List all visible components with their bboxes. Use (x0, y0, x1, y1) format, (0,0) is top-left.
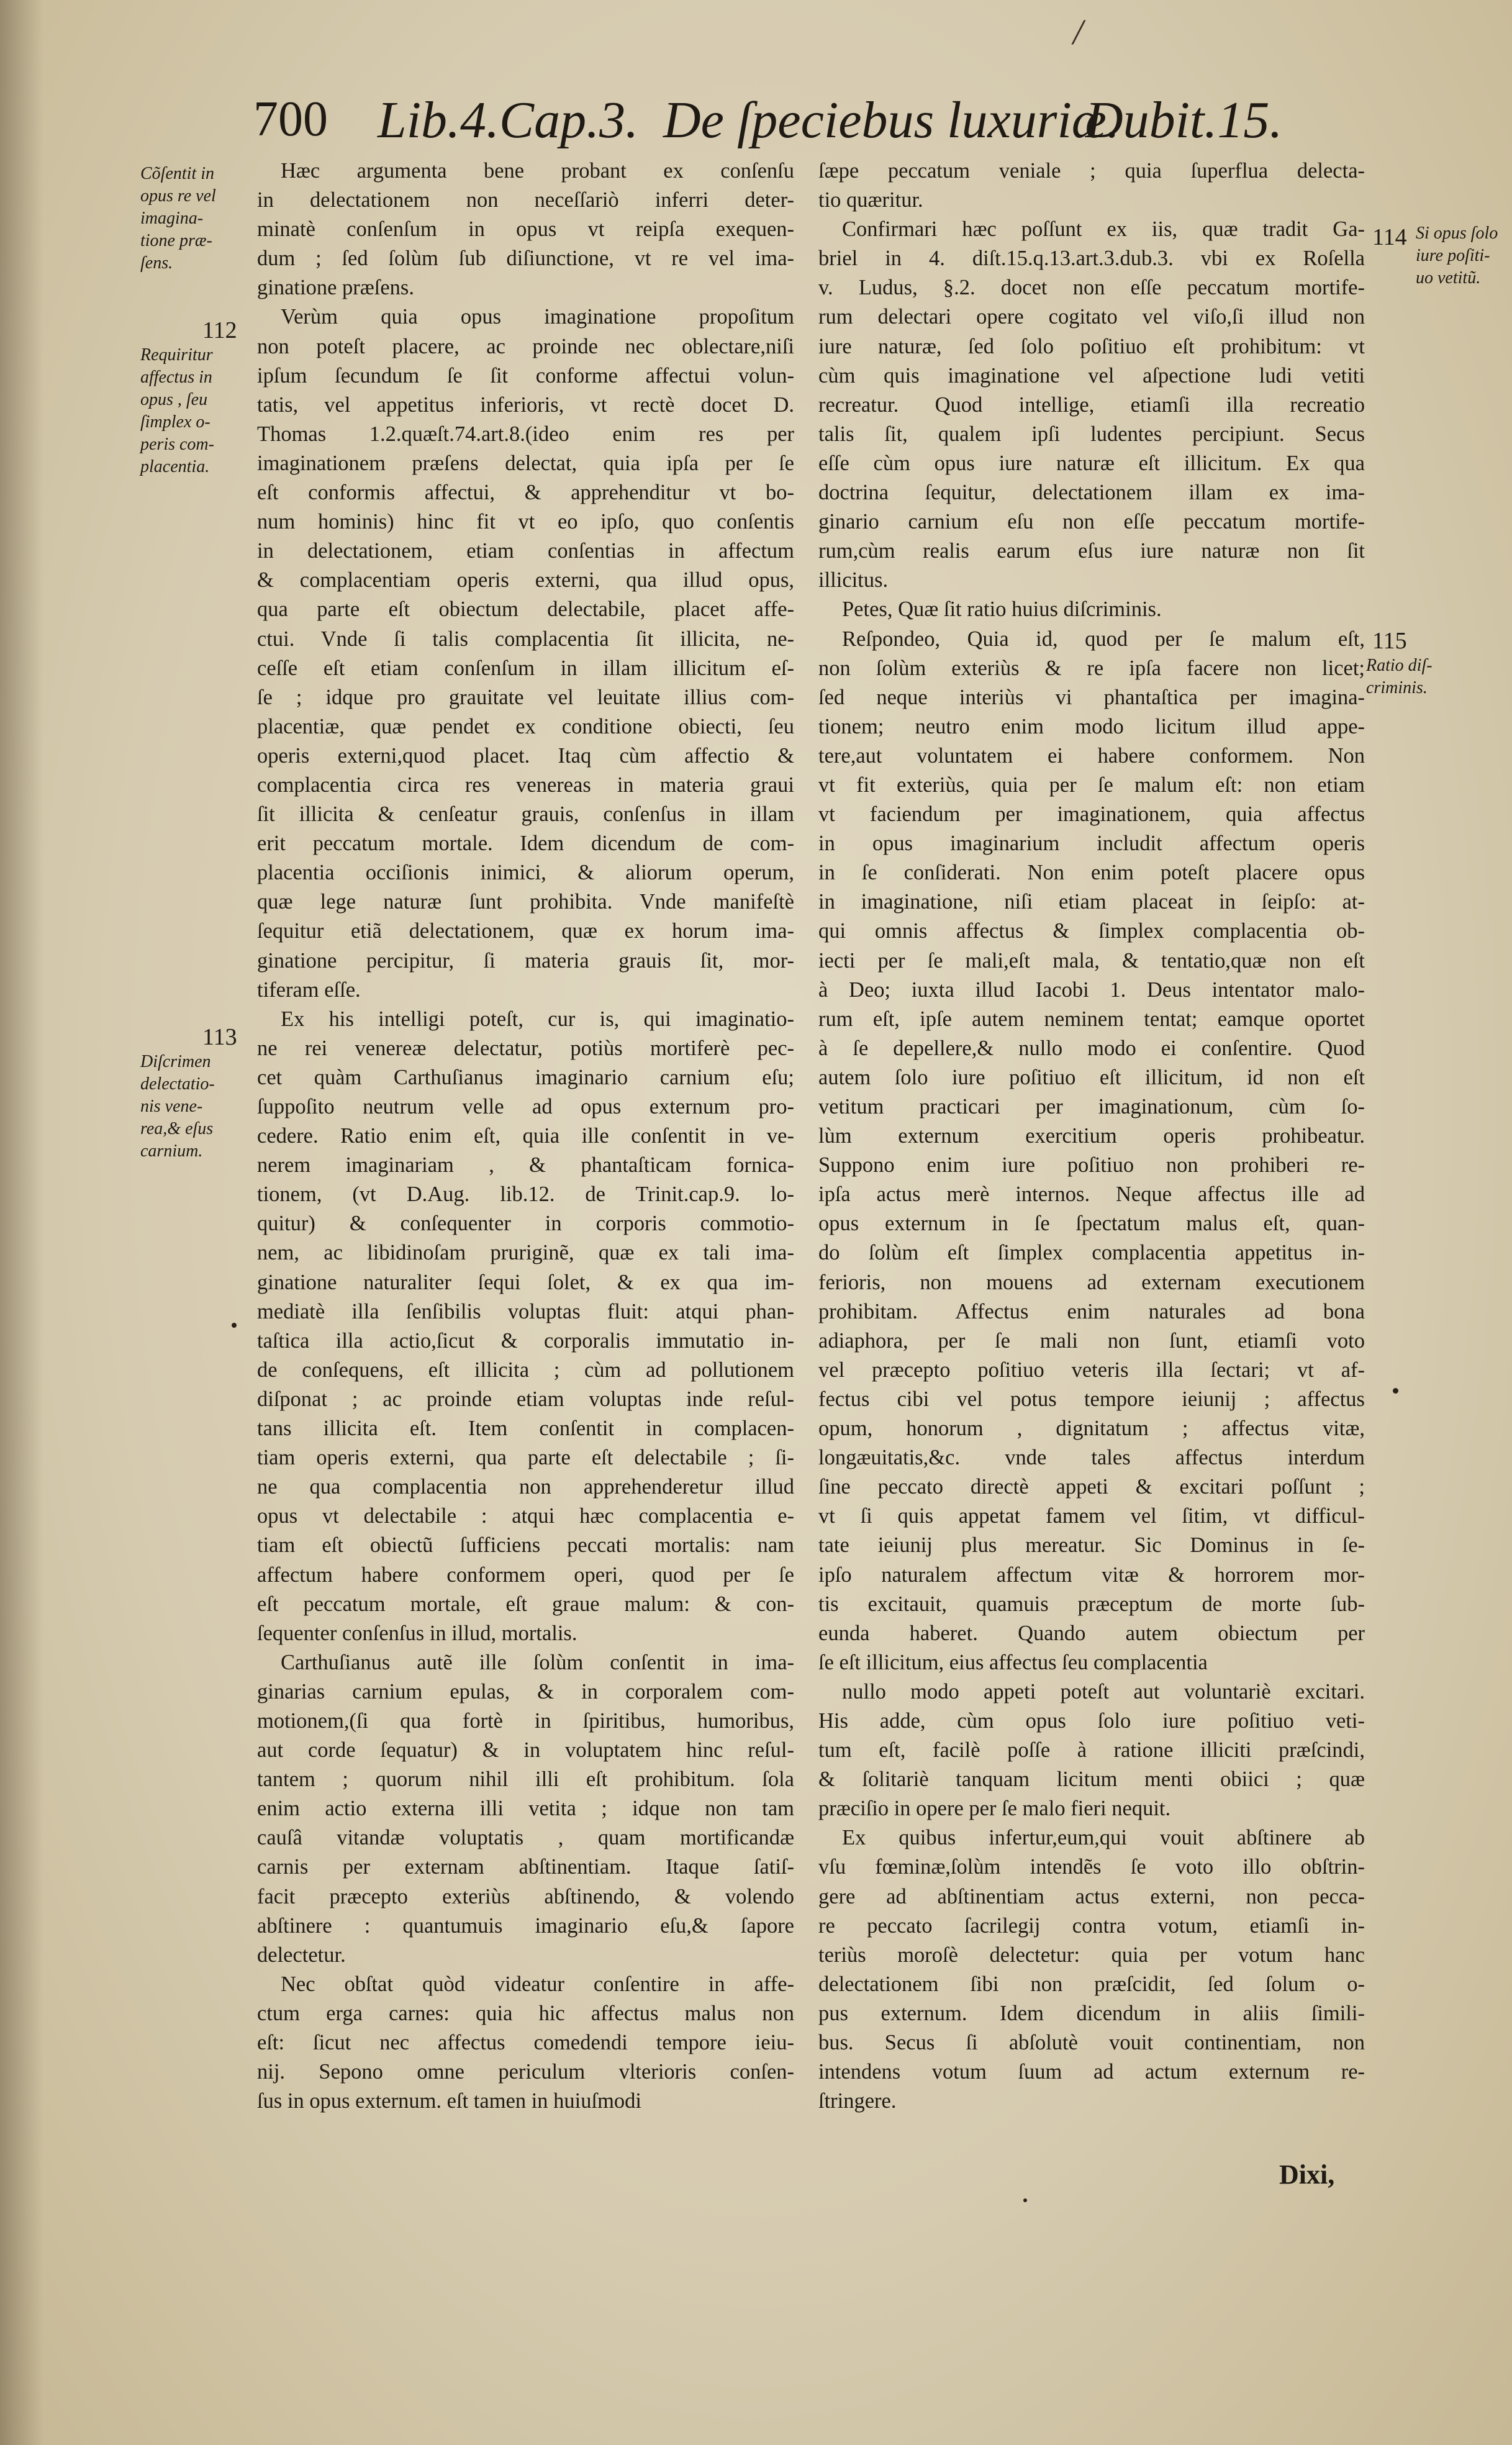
text-line: briel in 4. diſt.15.q.13.art.3.dub.3. vbi ex Roſella (818, 247, 1365, 271)
text-line: carnis per externam abſtinentiam. Itaque ſatiſ- (257, 1855, 794, 1879)
text-line: talis ſit, qualem ipſi ludentes percipiunt. Secus (818, 422, 1365, 446)
text-line: vt ſi quis appetat famem vel ſitim, vt difficul- (818, 1504, 1365, 1528)
text-line: motionem,(ſi qua fortè in ſpiritibus, humoribus, (257, 1708, 794, 1733)
text-line: nerem imaginariam , & phantaſticam fornica- (257, 1153, 794, 1177)
text-line: eunda haberet. Quando autem obiectum per (818, 1621, 1365, 1645)
text-line: vetitum practicari per imaginationum, cùm ſo- (818, 1095, 1365, 1118)
text-line: opus externum in ſe ſpectatum malus eſt, quan- (818, 1212, 1365, 1236)
text-line: ctum erga carnes: quia hic affectus malus non (257, 2001, 794, 2025)
text-line: Petes, Quæ ſit ratio huius diſcriminis. (842, 597, 1162, 622)
page-number: 700 (253, 92, 328, 147)
text-line: tatis, vel appetitus inferioris, vt rectè docet D. (257, 392, 794, 417)
text-line: qua parte eſt obiectum delectabile, placet affe- (257, 597, 794, 622)
text-line: longæuitatis,&c. vnde tales affectus interdum (818, 1446, 1365, 1470)
text-line: rum eſt, ipſe autem neminem tentat; eamque oportet (818, 1007, 1365, 1031)
text-line: qui omnis affectus & ſimplex complacentia ob- (818, 919, 1365, 943)
text-line: ne qua complacentia non apprehenderetur illud (257, 1475, 794, 1499)
text-line: ferioris, non mouens ad externam executionem (818, 1270, 1365, 1294)
text-line: taſtica illa actio,ſicut & corporalis immutatio in- (257, 1328, 794, 1353)
text-line: v. Ludus, §.2. docet non eſſe peccatum mortife- (818, 276, 1365, 300)
text-line: & ſolitariè tanquam licitum menti obiici ; quæ (818, 1767, 1365, 1792)
text-line: ſed neque interiùs vi phantaſtica per imagina- (818, 685, 1365, 709)
text-line: adiaphora, per ſe mali non ſunt, etiamſi voto (818, 1328, 1365, 1353)
text-line: in ſe conſiderati. Non enim poteſt placere opus (818, 861, 1365, 885)
text-line: rum,cùm realis earum eſus iure naturæ non ſit (818, 539, 1365, 563)
text-line: iure naturæ, ſed ſolo poſitiuo eſt prohibitum: vt (818, 334, 1365, 358)
text-line: ipſo naturalem affectum vitæ & horrorem mor- (818, 1563, 1365, 1587)
ink-spot (232, 1323, 237, 1328)
text-line: illicitus. (818, 568, 889, 592)
text-line: tere,aut voluntatem ei habere conformem. Non (818, 743, 1365, 768)
text-line: Thomas 1.2.quæſt.74.art.8.(ideo enim res per (257, 422, 794, 446)
text-line: tionem, (vt D.Aug. lib.12. de Trinit.cap.9. lo- (257, 1182, 794, 1207)
text-line: Confirmari hæc poſſunt ex iis, quæ tradit Ga- (842, 217, 1365, 242)
text-line: tum eſt, facilè poſſe à ratione illiciti præſcindi, (818, 1738, 1365, 1762)
text-line: vel præcepto poſitiuo veteris illa ſectari; vt af- (818, 1358, 1365, 1382)
text-line: quæ lege naturæ ſunt prohibita. Vnde manifeſtè (257, 890, 794, 914)
text-line: eſt conformis affectui, & apprehenditur vt bo- (257, 481, 794, 505)
text-line: ctui. Vnde ſi talis complacentia ſit illicita, ne- (257, 627, 794, 651)
text-line: num hominis) hinc fit vt eo ipſo, quo conſentis (257, 510, 794, 534)
text-line: aut corde ſequatur) & in voluptatem hinc reſul- (257, 1738, 794, 1762)
text-line: ſus in opus externum. eſt tamen in huiuſmodi (257, 2089, 642, 2113)
text-line: Nec obſtat quòd videatur conſentire in affe- (281, 1972, 794, 1996)
text-line: lùm externum exercitium operis prohibeatur. (818, 1124, 1365, 1148)
text-line: rum delectari opere cogitato vel viſo,ſi illud non (818, 305, 1365, 329)
text-line: Verùm quia opus imaginatione propoſitum (281, 305, 794, 329)
text-line: doctrina ſequitur, delectationem illam ex ima- (818, 481, 1365, 505)
text-line: recreatur. Quod intellige, etiamſi illa recreatio (818, 392, 1365, 417)
text-line: ſequenter conſenſus in illud, mortalis. (257, 1621, 577, 1645)
text-line: operis externi,quod placet. Itaq cùm affectio & (257, 743, 794, 768)
running-head (253, 84, 1309, 152)
text-line: in opus imaginarium includit affectum operis (818, 832, 1365, 856)
text-line: ſæpe peccatum veniale ; quia ſuperflua delecta- (818, 159, 1365, 183)
text-line: ginatione naturaliter ſequi ſolet, & ex qua im- (257, 1270, 794, 1294)
text-line: Ex quibus infertur,eum,qui vouit abſtinere ab (842, 1826, 1365, 1850)
text-line: vſu fœminæ,ſolùm intendẽs ſe voto illo obſtrin- (818, 1855, 1365, 1879)
text-line: à Deo; iuxta illud Iacobi 1. Deus intentator malo- (818, 978, 1365, 1002)
text-line: tionem; neutro enim modo licitum illud appe- (818, 714, 1365, 738)
text-line: delectationem ſibi non præſcidit, ſed ſolum o- (818, 1972, 1365, 1996)
margin-note-consentit: Cõſentit in opus re vel imagina- tione præ- ſens. (140, 164, 216, 273)
text-line: intendens votum ſuum ad actum externum re- (818, 2060, 1365, 2084)
text-line: teriùs moroſè delectetur: quia per votum hanc (818, 1943, 1365, 1967)
text-line: non poteſt placere, ac proinde nec oblectare,niſi (257, 334, 794, 358)
text-line: re peccato ſacrilegij contra votum, etiamſi in- (818, 1913, 1365, 1938)
text-line: facit præcepto exteriùs abſtinendo, & volendo (257, 1884, 794, 1908)
text-line: fectus cibi vel potus tempore ieiunij ; affectus (818, 1387, 1365, 1411)
text-line: prohibitam. Affectus enim naturales ad bona (818, 1299, 1365, 1323)
text-line: ipſum ſecundum ſe ſit conforme affectui volun- (257, 363, 794, 388)
margin-note-113: 113 Diſcrimen delectatio- nis vene- rea,& eſus carnium. (140, 1024, 237, 1161)
ink-spot (1393, 1388, 1398, 1394)
text-line: non ſolùm exteriùs & re ipſa facere non licet; (818, 656, 1365, 680)
text-line: erit peccatum mortale. Idem dicendum de com- (257, 832, 794, 856)
margin-note-114: 114 Si opus ſolo iure poſiti- uo vetitũ. (1372, 224, 1498, 288)
text-line: nullo modo appeti poteſt aut voluntariè excitari. (842, 1679, 1365, 1703)
text-line: tate ieiunij plus mereatur. Sic Dominus in ſe- (818, 1533, 1365, 1558)
text-line: iecti per ſe mali,eſt mala, & tentatio,quæ non eſt (818, 948, 1365, 973)
text-line: ne rei venereæ delectatur, potiùs mortiferè pec- (257, 1036, 794, 1060)
text-line: in imaginatione, niſi etiam placeat in ſeipſo: at- (818, 890, 1365, 914)
text-line: Hæc argumenta bene probant ex conſenſu (281, 159, 794, 183)
text-line: tiferam eſſe. (257, 978, 361, 1002)
text-line: tantem ; quorum nihil illi eſt prohibitum. ſola (257, 1767, 794, 1792)
text-line: ſe eſt illicitum, eius affectus ſeu complacentia (818, 1650, 1208, 1674)
text-line: ceſſe eſt etiam conſenſum in illam illicitum eſ- (257, 656, 794, 680)
text-line: ginatione percipitur, ſi materia grauis ſit, mor- (257, 948, 794, 973)
text-line: ſequitur etiã delectationem, quæ ex horum ima- (257, 919, 794, 943)
text-line: vt faciendum per imaginationem, quia affectus (818, 802, 1365, 827)
text-line: ginarias carnium epulas, & in corporalem com- (257, 1679, 794, 1703)
text-line: ſuppoſito neutrum velle ad opus externum pro- (257, 1095, 794, 1118)
text-line: opum, honorum , dignitatum ; affectus vitæ, (818, 1417, 1365, 1441)
page-edge-shadow (0, 0, 43, 2445)
text-line: cedere. Ratio enim eſt, quia ille conſentit in ve- (257, 1124, 794, 1148)
text-line: eſt: ſicut nec affectus comedendi tempore ieiu- (257, 2031, 794, 2054)
text-line: autem ſolo iure poſitiuo eſt illicitum, id non eſt (818, 1065, 1365, 1089)
text-line: tio quæritur. (818, 188, 923, 212)
text-line: diſponat ; ac proinde etiam voluptas inde reſul- (257, 1387, 794, 1411)
text-line: cauſâ vitandæ voluptatis , quam mortificandæ (257, 1826, 794, 1850)
text-line: præciſio in opere per ſe malo fieri nequit. (818, 1797, 1171, 1821)
doubt-number: Dubit.15. (1085, 91, 1283, 149)
text-line: eſſe cùm opus iure naturæ eſt illicitum. Ex qua (818, 451, 1365, 475)
book-chapter: Lib.4.Cap.3. (378, 91, 639, 149)
text-line: delectetur. (257, 1943, 346, 1967)
text-line: ſtringere. (818, 2089, 897, 2113)
text-line: in delectationem non neceſſariò inferri deter- (257, 188, 794, 212)
text-line: cùm quis imaginatione vel aſpectione ludi vetiti (818, 363, 1365, 388)
text-line: tans illicita eſt. Item conſentit in complacen- (257, 1417, 794, 1441)
text-line: cet quàm Carthuſianus imaginario carnium eſu; (257, 1065, 794, 1089)
text-line: in delectationem, etiam conſentias in affectum (257, 539, 794, 563)
text-line: ginario carnium eſu non eſſe peccatum mortife- (818, 510, 1365, 534)
text-line: opus vt delectabile : atqui hæc complacentia e- (257, 1504, 794, 1528)
catchword: Dixi, (1279, 2159, 1335, 2190)
text-line: Reſpondeo, Quia id, quod per ſe malum eſt, (842, 627, 1365, 651)
text-line: affectum habere conformem operi, quod per ſe (257, 1563, 794, 1587)
text-line: dum ; ſed ſolùm ſub diſiunctione, vt re vel ima- (257, 247, 794, 271)
text-line: abſtinere : quantumuis imaginario eſu,& ſapore (257, 1913, 794, 1938)
text-line: imaginationem præſens delectat, quia ipſa per ſe (257, 451, 794, 475)
text-line: placentiæ, quæ pendet ex conditione obiecti, ſeu (257, 714, 794, 738)
text-line: complacentia circa res venereas in materia graui (257, 773, 794, 797)
text-line: de conſequens, eſt illicita ; cùm ad pollutionem (257, 1358, 794, 1382)
pencil-folio-mark: / (1073, 12, 1084, 52)
text-line: ſine peccato directè appeti & excitari poſſunt ; (818, 1475, 1365, 1499)
text-line: Suppono enim iure poſitiuo non prohiberi re- (818, 1153, 1365, 1177)
text-line: pus externum. Idem dicendum in aliis ſimili- (818, 2001, 1365, 2025)
text-line: enim actio externa illi vetita ; idque non tam (257, 1797, 794, 1821)
text-line: do ſolùm eſt ſimplex complacentia appetitus in- (818, 1241, 1365, 1265)
text-line: ſit illicita & cenſeatur grauis, conſenſus in illam (257, 802, 794, 827)
margin-note-115: 115 Ratio diſ- criminis. (1366, 628, 1433, 697)
text-line: Carthuſianus autẽ ille ſolùm conſentit in ima- (281, 1650, 794, 1674)
text-line: nem, ac libidinoſam pruriginẽ, quæ ex tali ima- (257, 1241, 794, 1265)
text-line: gere ad abſtinentiam actus externi, non pecca- (818, 1884, 1365, 1908)
section-title: De ſpeciebus luxuriæ. (663, 91, 1120, 149)
text-line: ginatione præſens. (257, 276, 414, 300)
text-line: bus. Secus ſi abſolutè vouit continentiam, non (818, 2031, 1365, 2054)
text-line: minatè conſenſum in opus vt reipſa exequen- (257, 217, 794, 242)
text-line: nij. Sepono omne periculum vlterioris conſen- (257, 2060, 794, 2084)
text-line: tis excitauit, quamuis præceptum de morte ſub- (818, 1592, 1365, 1616)
ink-spot (1023, 2198, 1027, 2202)
text-line: tiam operis externi, qua parte eſt delectabile ; ſi- (257, 1446, 794, 1470)
right-column-text (818, 156, 1365, 2116)
text-line: Ex his intelligi poteſt, cur is, qui imaginatio- (281, 1007, 794, 1031)
margin-note-112: 112 Requiritur affectus in opus , ſeu ſimplex o- peris com- placentia. (140, 317, 237, 476)
text-line: & complacentiam operis externi, qua illud opus, (257, 568, 794, 592)
text-line: His adde, cùm opus ſolo iure poſitiuo veti- (818, 1708, 1365, 1733)
text-line: vt fit exteriùs, quia per ſe malum eſt: non etiam (818, 773, 1365, 797)
text-line: ſe ; idque pro grauitate vel leuitate illius com- (257, 685, 794, 709)
text-line: tiam eſt obiectũ ſufficiens peccati mortalis: nam (257, 1533, 794, 1558)
text-line: à ſe depellere,& nullo modo ei conſentire. Quod (818, 1036, 1365, 1060)
text-line: ipſa actus merè internos. Neque affectus ille ad (818, 1182, 1365, 1207)
left-column-text (257, 156, 794, 2116)
text-line: quitur) & conſequenter in corporis commotio- (257, 1212, 794, 1236)
text-line: eſt peccatum mortale, eſt graue malum: & con- (257, 1592, 794, 1616)
text-line: mediatè illa ſenſibilis voluptas fluit: atqui phan- (257, 1299, 794, 1323)
text-line: placentia occiſionis inimici, & aliorum operum, (257, 861, 794, 885)
